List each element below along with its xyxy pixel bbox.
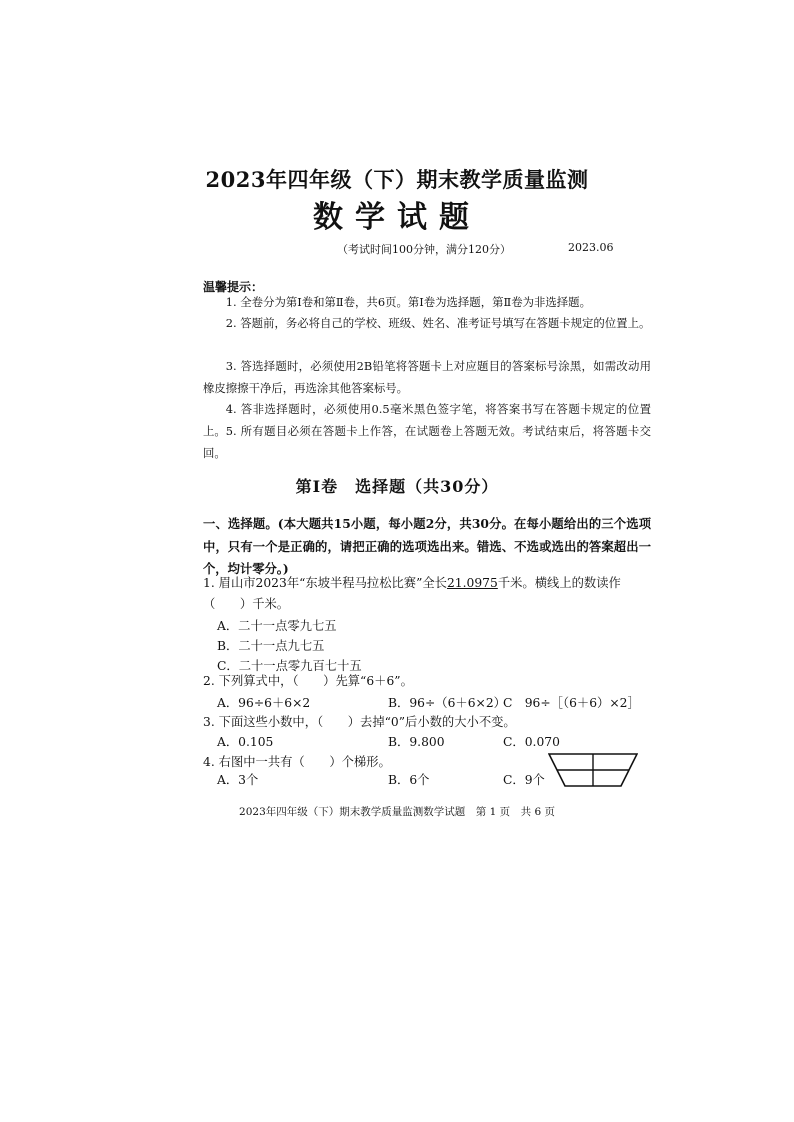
q2-option-b[interactable]: B．96÷（6＋6×2） [388, 696, 506, 710]
section-intro: 一、选择题。(本大题共15小题，每小题2分，共30分。在每小题给出的三个选项中，只有一个是正确的，请把正确的选项选出来。错选、不选或选出的答案超出一个，均计零分。) [203, 516, 651, 576]
tip-item: 3. 答选择题时，必须使用2B铅笔将答题卡上对应题目的答案标号涂黑，如需改动用橡皮擦擦干净后，再选涂其他答案标号。 [203, 359, 651, 395]
q1-option-c[interactable]: C．二十一点零九百七十五 [217, 659, 362, 673]
exam-subtitle: 数学试题 [313, 200, 481, 235]
exam-title: 2023年四年级（下）期末教学质量监测 [205, 167, 589, 192]
q4-option-c[interactable]: C．9个 [503, 773, 545, 787]
page-footer: 2023年四年级（下）期末教学质量监测数学试题 第 1 页 共 6 页 [239, 806, 555, 818]
q2-option-a[interactable]: A．96÷6＋6×2 [217, 696, 311, 710]
section-title: 第Ⅰ卷 选择题（共30分） [295, 477, 499, 496]
question-3-stem: 3. 下面这些小数中，（ ）去掉“0”后小数的大小不变。 [203, 715, 516, 729]
q4-option-b[interactable]: B．6个 [388, 773, 430, 787]
q1-stem-after: 千米。横线上的数读作 [497, 576, 621, 590]
q1-option-a[interactable]: A．二十一点零九七五 [217, 619, 337, 633]
q1-stem-before: 1. 眉山市2023年“东坡半程马拉松比赛”全长 [203, 576, 447, 590]
tip-item: 1. 全卷分为第Ⅰ卷和第Ⅱ卷，共6页。第Ⅰ卷为选择题，第Ⅱ卷为非选择题。 [225, 295, 591, 309]
tip-item: 2. 答题前，务必将自己的学校、班级、姓名、准考证号填写在答题卡规定的位置上。 [225, 316, 651, 330]
question-4-stem: 4. 右图中一共有（ ）个梯形。 [203, 755, 391, 769]
q3-option-c[interactable]: C．0.070 [503, 735, 560, 749]
q3-option-a[interactable]: A．0.105 [217, 735, 274, 749]
exam-date: 2023.06 [568, 241, 614, 254]
q2-option-c[interactable]: C 96÷［（6＋6）×2］ [503, 696, 640, 710]
q1-underlined-number: 21.0975 [446, 576, 498, 590]
question-2-stem: 2. 下列算式中，（ ）先算“6＋6”。 [203, 674, 413, 688]
tip-item: 5. 所有题目必须在答题卡上作答，在试题卷上答题无效。考试结束后，将答题卡交回。 [203, 424, 651, 460]
tip-item: 4. 答非选择题时，必须使用0.5毫米黑色签字笔，将答案书写在答题卡规定的位置上。 [203, 402, 651, 438]
q1-option-b[interactable]: B．二十一点九七五 [217, 639, 325, 653]
tips-title: 温馨提示： [203, 280, 264, 294]
q3-option-b[interactable]: B．9.800 [388, 735, 445, 749]
question-1-stem [203, 573, 621, 593]
exam-info: （考试时间100分钟，满分120分） [337, 243, 511, 256]
trapezoid-figure [548, 752, 638, 788]
q4-option-a[interactable]: A．3个 [217, 773, 259, 787]
question-1-stem-line2: （ ）千米。 [203, 597, 290, 611]
